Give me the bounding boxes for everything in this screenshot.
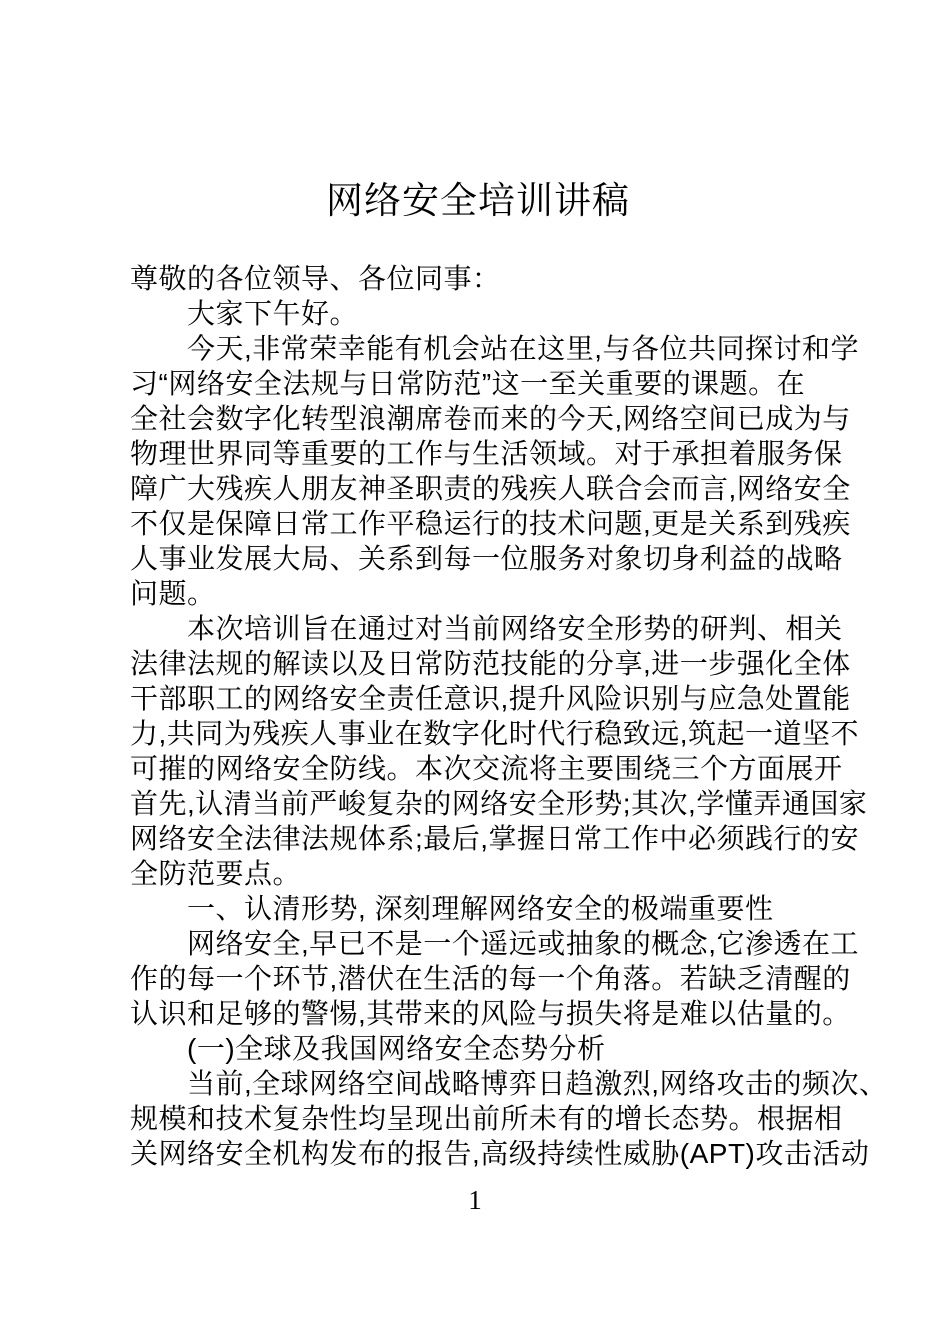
document-line: 问题。: [130, 578, 216, 609]
document-line: 当前,全球网络空间战略博弈日趋激烈,网络攻击的频次、: [130, 1068, 888, 1099]
document-line: 大家下午好。: [130, 298, 359, 329]
document-line: 人事业发展大局、关系到每一位服务对象切身利益的战略: [130, 543, 843, 574]
document-line: 本次培训旨在通过对当前网络安全形势的研判、相关: [130, 613, 843, 644]
document-line: 全防范要点。: [130, 858, 302, 889]
document-line: 不仅是保障日常工作平稳运行的技术问题,更是关系到残疾: [130, 508, 851, 539]
document-body: [130, 261, 888, 1171]
document-line: 全社会数字化转型浪潮席卷而来的今天,网络空间已成为与: [130, 403, 851, 434]
document-line: 认识和足够的警惕,其带来的风险与损失将是难以估量的。: [130, 998, 851, 1029]
document-line: 习“网络安全法规与日常防范”这一至关重要的课题。在: [130, 368, 806, 399]
document-line: 可摧的网络安全防线。本次交流将主要围绕三个方面展开: [130, 753, 843, 784]
document-line: 障广大残疾人朋友神圣职责的残疾人联合会而言,网络安全: [130, 473, 851, 504]
document-line: 网络安全,早已不是一个遥远或抽象的概念,它渗透在工: [130, 928, 860, 959]
document-line: 法律法规的解读以及日常防范技能的分享,进一步强化全体: [130, 648, 851, 679]
document-line: 今天,非常荣幸能有机会站在这里,与各位共同探讨和学: [130, 333, 860, 364]
document-line: 一、认清形势, 深刻理解网络安全的极端重要性: [130, 893, 774, 924]
document-line: 关网络安全机构发布的报告,高级持续性威胁(APT)攻击活动: [130, 1138, 870, 1169]
document-line: 规模和技术复杂性均呈现出前所未有的增长态势。根据相: [130, 1103, 843, 1134]
document-title: 网络安全培训讲稿: [326, 180, 630, 221]
document-line: 物理世界同等重要的工作与生活领域。对于承担着服务保: [130, 438, 843, 469]
document-line: 力,共同为残疾人事业在数字化时代行稳致远,筑起一道坚不: [130, 718, 860, 749]
document-line: 干部职工的网络安全责任意识,提升风险识别与应急处置能: [130, 683, 851, 714]
document-line: 尊敬的各位领导、各位同事：: [130, 263, 501, 294]
document-line: (一)全球及我国网络安全态势分析: [130, 1033, 606, 1064]
document-line: 首先,认清当前严峻复杂的网络安全形势;其次,学懂弄通国家: [130, 788, 868, 819]
document-line: 网络安全法律法规体系;最后,掌握日常工作中必须践行的安: [130, 823, 860, 854]
page-number: 1: [468, 1185, 482, 1215]
document-line: 作的每一个环节,潜伏在生活的每一个角落。若缺乏清醒的: [130, 963, 851, 994]
